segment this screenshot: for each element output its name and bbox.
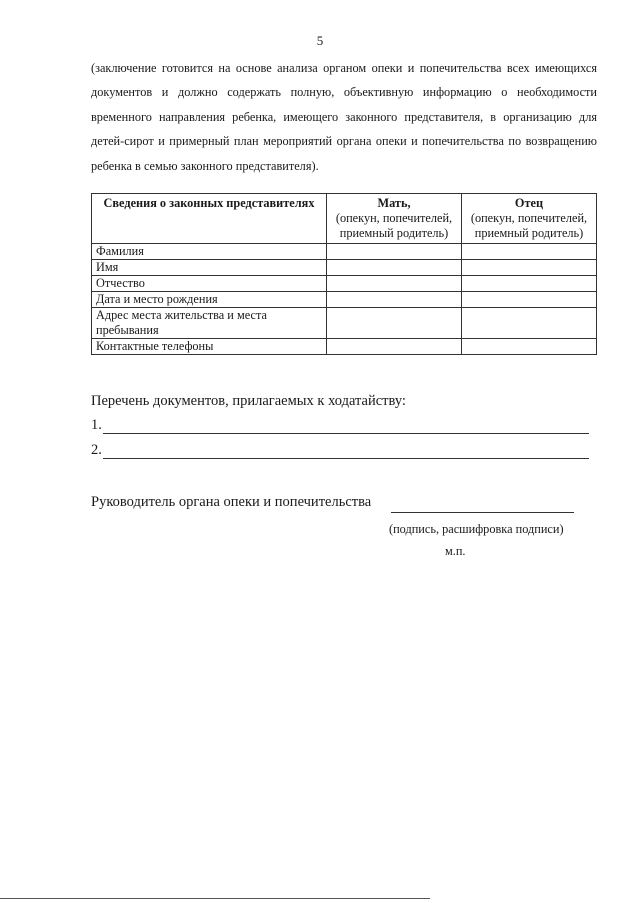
document-number-2: 2.: [91, 442, 102, 458]
cell-mother-address[interactable]: [327, 308, 462, 339]
table-row: [92, 292, 597, 308]
header-father-note: (опекун, попечителей, приемный родитель): [470, 211, 588, 240]
header-mother: [327, 194, 462, 244]
intro-paragraph: (заключение готовится на основе анализа органом опеки и попечительства всех имеющихся документов и должно содержать полную, объективную информацию о необходимости временного направления ребенка, имеющего законного представителя, в организацию для детей-сирот и примерный план мероприятий органа опеки и попечительства по возвращению ребенка в семью законного представителя).: [91, 61, 597, 173]
header-mother-note: (опекун, попечителей, приемный родитель): [335, 211, 453, 240]
row-label-patronymic: Отчество: [92, 276, 327, 292]
row-label-name: Имя: [92, 260, 327, 276]
signature-caption: (подпись, расшифровка подписи): [389, 522, 564, 536]
cell-father-birth[interactable]: [462, 292, 597, 308]
page-number: 5: [316, 33, 324, 48]
table-row: [92, 276, 597, 292]
header-mother-label: Мать,: [377, 196, 411, 210]
cell-father-patronymic[interactable]: [462, 276, 597, 292]
cell-father-phones[interactable]: [462, 339, 597, 355]
document-line-1: [91, 417, 589, 436]
row-label-surname: Фамилия: [92, 244, 327, 260]
footer-rule: [0, 898, 430, 899]
cell-father-name[interactable]: [462, 260, 597, 276]
cell-mother-birth[interactable]: [327, 292, 462, 308]
signature-blank[interactable]: [391, 494, 574, 513]
header-father-label: Отец: [514, 196, 544, 210]
representatives-table: [91, 193, 597, 355]
table-row: [92, 308, 597, 339]
row-label-birth: Дата и место рождения: [92, 292, 327, 308]
stamp-mark: м.п.: [445, 544, 466, 558]
row-label-phones: Контактные телефоны: [92, 339, 327, 355]
header-info-label: Сведения о законных представителях: [103, 196, 315, 210]
header-father: [462, 194, 597, 244]
cell-mother-phones[interactable]: [327, 339, 462, 355]
table-row: [92, 244, 597, 260]
documents-heading: Перечень документов, прилагаемых к ходатайству:: [91, 393, 406, 409]
cell-father-address[interactable]: [462, 308, 597, 339]
cell-mother-patronymic[interactable]: [327, 276, 462, 292]
row-label-address: Адрес места жительства и места пребывания: [92, 308, 327, 339]
document-number-1: 1.: [91, 417, 102, 433]
table-row: [92, 339, 597, 355]
document-blank-1[interactable]: [103, 433, 589, 434]
table-row: [92, 260, 597, 276]
signature-label: Руководитель органа опеки и попечительства: [91, 494, 372, 510]
cell-father-surname[interactable]: [462, 244, 597, 260]
cell-mother-name[interactable]: [327, 260, 462, 276]
cell-mother-surname[interactable]: [327, 244, 462, 260]
document-line-2: [91, 442, 589, 461]
document-blank-2[interactable]: [103, 458, 589, 459]
header-info: [92, 194, 327, 244]
table-header-row: [92, 194, 597, 244]
